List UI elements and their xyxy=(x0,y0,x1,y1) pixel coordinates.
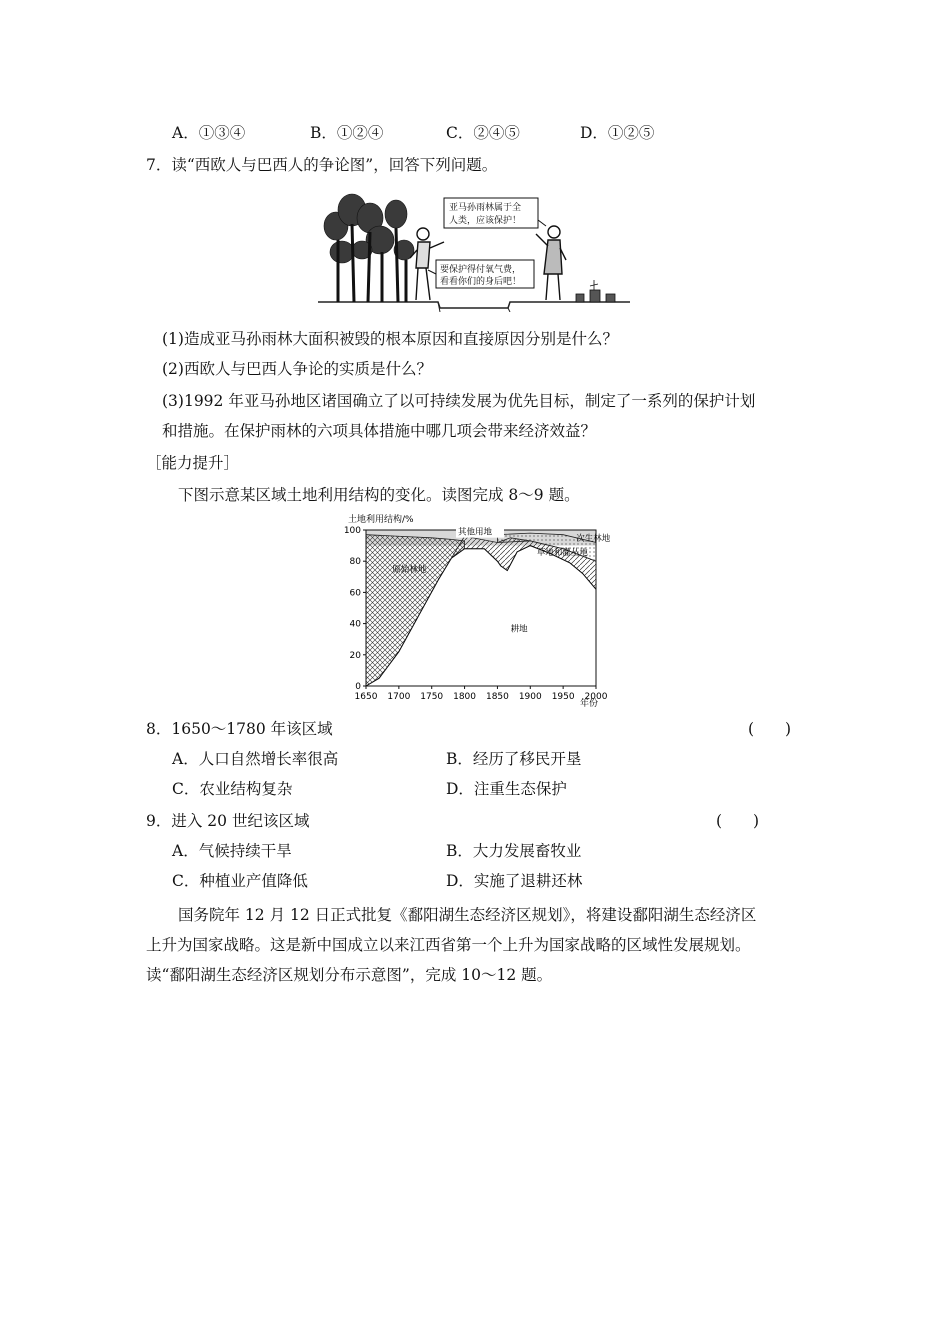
q9-option-a: A．气候持续干旱 xyxy=(172,842,292,860)
q8-option-d: D．注重生态保护 xyxy=(446,780,567,798)
q7-sub1: (1)造成亚马孙雨林大面积被毁的根本原因和直接原因分别是什么？ xyxy=(162,330,618,348)
bubble2-line1: 要保护得付氧气费， xyxy=(440,265,522,275)
land-use-chart xyxy=(340,510,610,710)
q9-option-b: B．大力发展畜牧业 xyxy=(446,842,582,860)
q9-stem: 9．进入 20 世纪该区域 xyxy=(146,812,310,830)
european-figure xyxy=(536,226,566,300)
debate-cartoon xyxy=(318,190,630,312)
q9-option-d: D．实施了退耕还林 xyxy=(446,872,583,890)
y-tick-label: 100 xyxy=(343,526,361,536)
label-primary-forest: 原始林地 xyxy=(392,565,427,576)
x-tick-label: 1700 xyxy=(387,692,411,702)
label-cropland: 耕地 xyxy=(510,624,528,635)
x-tick-label: 1850 xyxy=(485,692,509,702)
y-tick-label: 20 xyxy=(349,650,361,661)
passage-line-2: 上升为国家战略。这是新中国成立以来江西省第一个上升为国家战略的区域性发展规划。 xyxy=(146,936,751,954)
q8-answer-paren: ( ) xyxy=(748,720,792,738)
q8-stem: 8．1650～1780 年该区域 xyxy=(146,720,333,738)
label-secondary-forest: 次生林地 xyxy=(576,533,610,544)
bubble1-line1: 亚马孙雨林属于全 xyxy=(449,203,522,213)
label-other-land: 其他用地 xyxy=(458,527,493,538)
q6-option-d: D．①②⑤ xyxy=(580,124,655,142)
q8-option-c: C．农业结构复杂 xyxy=(172,780,293,798)
x-tick-label: 1750 xyxy=(420,692,444,702)
x-tick-label: 2000 xyxy=(584,692,608,702)
passage-line-1: 国务院年 12 月 12 日正式批复《鄱阳湖生态经济区规划》，将建设鄱阳湖生态经济区 xyxy=(178,906,757,924)
q8-option-b: B．经历了移民开垦 xyxy=(446,750,582,768)
y-tick-label: 60 xyxy=(349,588,361,599)
bubble2-line2: 看看你们的身后吧！ xyxy=(440,277,522,287)
chart-ylabel: 土地利用结构/% xyxy=(348,515,414,525)
q6-option-c: C．②④⑤ xyxy=(446,124,520,142)
q8-option-a: A．人口自然增长率很高 xyxy=(172,750,339,768)
q7-sub2: (2)西欧人与巴西人争论的实质是什么？ xyxy=(162,360,432,378)
x-tick-label: 1650 xyxy=(354,692,378,702)
q7-stem: 7．读“西欧人与巴西人的争论图”，回答下列问题。 xyxy=(146,156,498,174)
intro-8-9: 下图示意某区域土地利用结构的变化。读图完成 8～9 题。 xyxy=(178,486,580,504)
section-heading: ［能力提升］ xyxy=(146,454,240,472)
q9-answer-paren: ( ) xyxy=(716,812,760,830)
x-tick-label: 1800 xyxy=(453,692,477,702)
y-tick-label: 40 xyxy=(349,619,361,630)
q6-option-b: B．①②④ xyxy=(310,124,384,142)
tree-stumps xyxy=(576,280,615,302)
q9-option-c: C．种植业产值降低 xyxy=(172,872,308,890)
chart-xlabel: 年份 xyxy=(580,699,599,709)
label-grass-shrub: 草地和灌丛地 xyxy=(536,547,588,558)
area-primary-forest xyxy=(366,535,465,686)
q6-option-a: A．①③④ xyxy=(172,124,246,142)
x-tick-label: 1900 xyxy=(518,692,542,702)
bubble1-line2: 人类，应该保护！ xyxy=(449,216,522,226)
x-tick-label: 1950 xyxy=(551,692,575,702)
q7-sub3-line1: (3)1992 年亚马孙地区诸国确立了以可持续发展为优先目标，制定了一系列的保护计划 xyxy=(162,392,756,410)
y-tick-label: 0 xyxy=(355,682,361,692)
y-tick-label: 80 xyxy=(349,557,361,568)
passage-line-3: 读“鄱阳湖生态经济区规划分布示意图”，完成 10～12 题。 xyxy=(146,966,553,984)
q7-sub3-line2: 和措施。在保护雨林的六项具体措施中哪几项会带来经济效益？ xyxy=(162,422,597,440)
